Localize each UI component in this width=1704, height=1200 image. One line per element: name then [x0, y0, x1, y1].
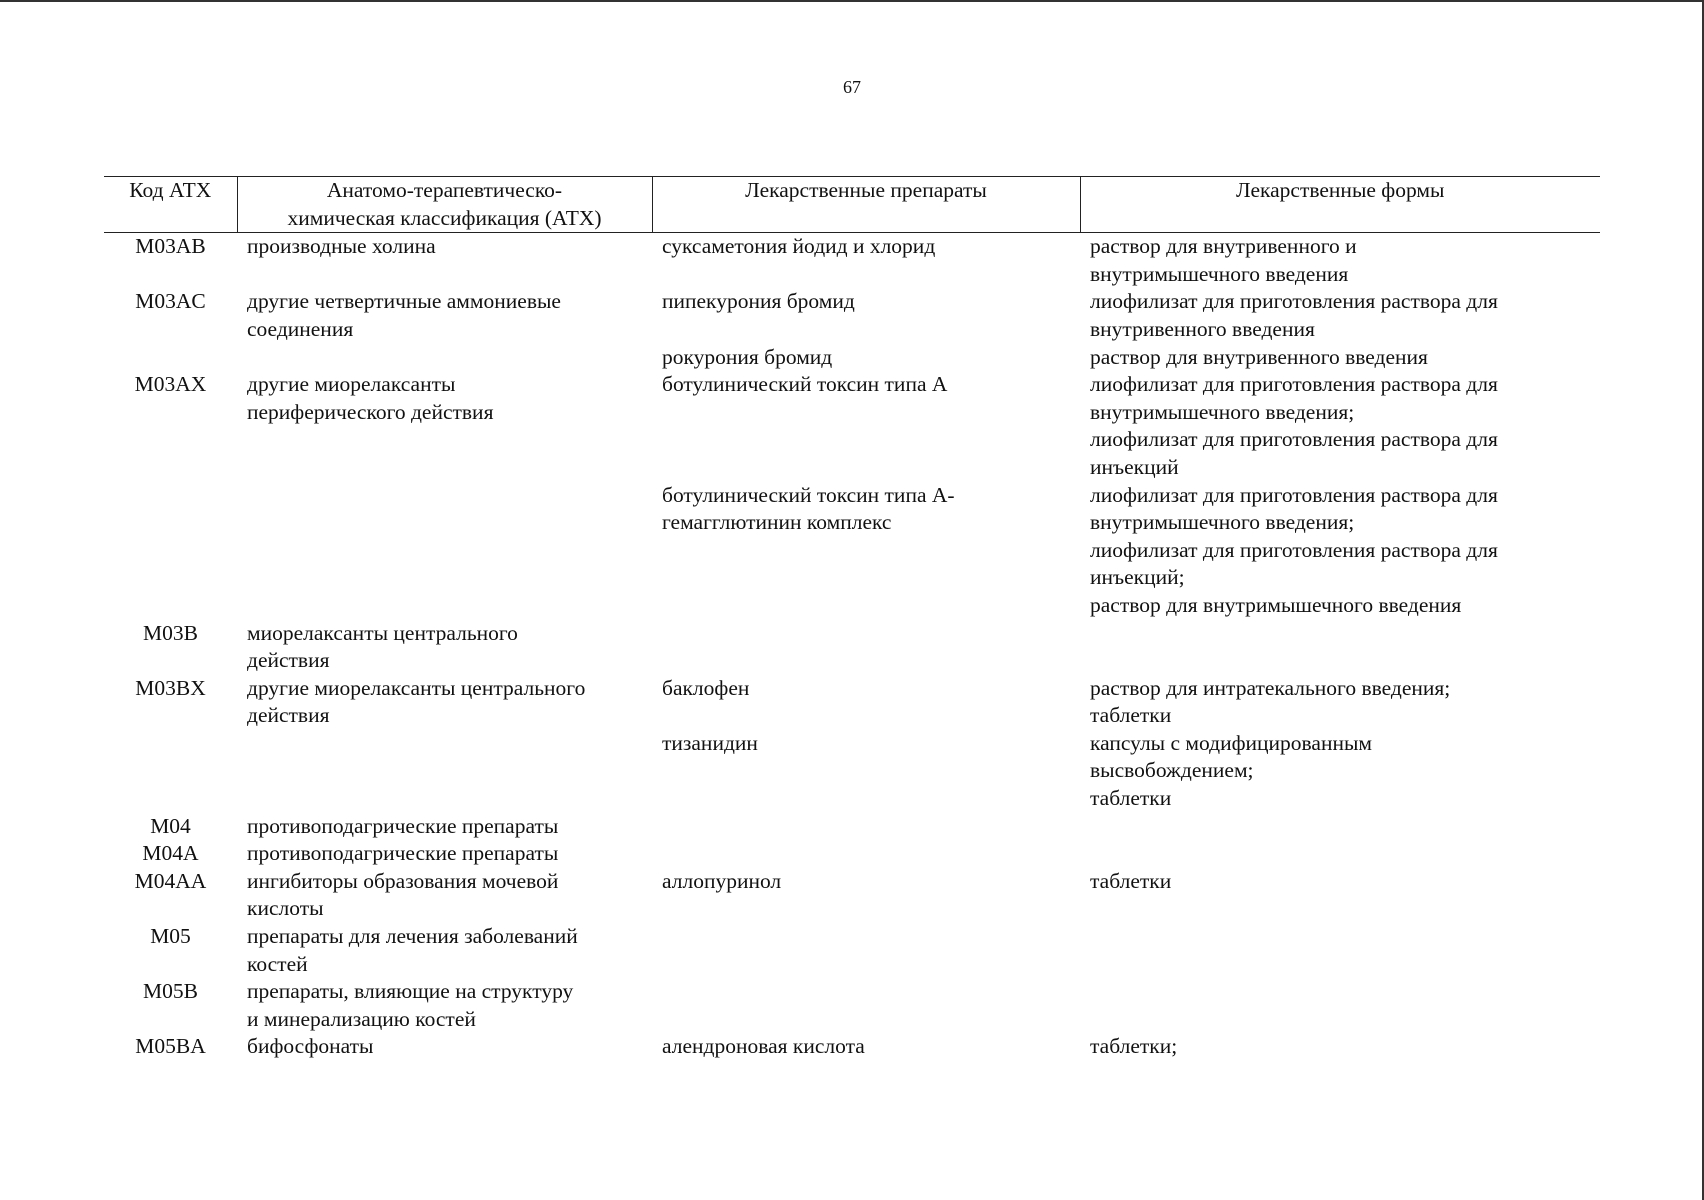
- drug-cell: [652, 868, 1080, 923]
- drug-cell-line: тизанидин: [662, 730, 758, 755]
- forms-cell-line: высвобождением;: [1090, 758, 1254, 783]
- forms-cell-line: раствор для внутривенного и: [1090, 234, 1357, 259]
- drug-cell-line: пипекурония бромид: [662, 289, 855, 314]
- classification-cell: [237, 675, 652, 730]
- drug-cell: [652, 840, 1080, 868]
- table-row: [104, 978, 1600, 1033]
- drug-cell: [652, 233, 1080, 289]
- forms-cell: [1080, 868, 1600, 923]
- atc-code-cell: M05B: [143, 979, 198, 1004]
- table-row: [104, 344, 1600, 372]
- classification-cell: [237, 868, 652, 923]
- forms-cell: [1080, 923, 1600, 978]
- forms-cell-line: раствор для внутривенного введения: [1090, 344, 1428, 369]
- forms-cell-line: инъекций;: [1090, 565, 1185, 590]
- table-header-row: [104, 177, 1600, 233]
- atc-code-cell: M03AB: [135, 234, 206, 259]
- drug-cell-line: баклофен: [662, 675, 750, 700]
- classification-cell: [237, 813, 652, 841]
- drug-cell: [652, 730, 1080, 813]
- forms-cell-line: таблетки: [1090, 703, 1172, 728]
- classification-cell: [237, 840, 652, 868]
- table-row: [104, 1033, 1600, 1061]
- forms-cell: [1080, 344, 1600, 372]
- classification-cell-line: миорелаксанты центрального: [247, 620, 518, 645]
- forms-cell: [1080, 840, 1600, 868]
- forms-cell-line: лиофилизат для приготовления раствора для: [1090, 427, 1498, 452]
- classification-cell: [237, 620, 652, 675]
- classification-cell-line: ингибиторы образования мочевой: [247, 868, 559, 893]
- forms-cell-line: раствор для внутримышечного введения: [1090, 592, 1462, 617]
- header-forms: Лекарственные формы: [1080, 177, 1600, 233]
- drug-cell-line: ботулинический токсин типа А-: [662, 482, 955, 507]
- drug-cell: [652, 1033, 1080, 1061]
- atc-code-cell: M04AA: [134, 868, 207, 893]
- drug-cell: [652, 978, 1080, 1033]
- classification-cell-line: и минерализацию костей: [247, 1006, 476, 1031]
- drug-cell: [652, 482, 1080, 620]
- classification-cell-line: другие миорелаксанты центрального: [247, 675, 586, 700]
- classification-cell-line: периферического действия: [247, 399, 494, 424]
- drug-cell: [652, 371, 1080, 481]
- header-drugs: Лекарственные препараты: [652, 177, 1080, 233]
- classification-cell: [237, 978, 652, 1033]
- classification-cell-line: препараты для лечения заболеваний: [247, 924, 578, 949]
- drug-cell-line: суксаметония йодид и хлорид: [662, 234, 936, 259]
- atc-code-cell: [104, 344, 237, 372]
- classification-cell: [237, 1033, 652, 1061]
- forms-cell: [1080, 978, 1600, 1033]
- header-classification-line: Анатомо-терапевтическо-: [326, 178, 563, 202]
- classification-cell-line: бифосфонаты: [247, 1034, 374, 1059]
- forms-cell: [1080, 482, 1600, 620]
- forms-cell: [1080, 730, 1600, 813]
- table-row: [104, 868, 1600, 923]
- table-row: [104, 288, 1600, 343]
- forms-cell: [1080, 1033, 1600, 1061]
- forms-cell-line: таблетки;: [1090, 1034, 1178, 1059]
- forms-cell-line: лиофилизат для приготовления раствора для: [1090, 289, 1498, 314]
- table-row: [104, 371, 1600, 481]
- forms-cell: [1080, 371, 1600, 481]
- classification-cell: [237, 730, 652, 813]
- drug-cell-line: ботулинический токсин типа А: [662, 372, 948, 397]
- table-row: [104, 923, 1600, 978]
- forms-cell: [1080, 813, 1600, 841]
- drug-cell-line: алендроновая кислота: [662, 1034, 865, 1059]
- classification-cell-line: препараты, влияющие на структуру: [247, 979, 574, 1004]
- forms-cell-line: лиофилизат для приготовления раствора для: [1090, 372, 1498, 397]
- table-row: [104, 675, 1600, 730]
- forms-cell: [1080, 288, 1600, 343]
- drug-cell: [652, 344, 1080, 372]
- table-row: [104, 482, 1600, 620]
- classification-cell-line: противоподагрические препараты: [247, 841, 559, 866]
- header-code: Код АТХ: [104, 177, 237, 233]
- atc-code-cell: M03BX: [135, 675, 206, 700]
- table-body: [104, 233, 1600, 1061]
- classification-cell-line: кислоты: [247, 896, 324, 921]
- classification-cell: [237, 482, 652, 620]
- atc-code-cell: M05: [150, 924, 191, 949]
- table-row: [104, 620, 1600, 675]
- forms-cell-line: инъекций: [1090, 454, 1179, 479]
- classification-cell-line: костей: [247, 951, 308, 976]
- atc-table: [104, 176, 1600, 1061]
- atc-table-container: [104, 176, 1600, 1061]
- atc-code-cell: M03B: [143, 620, 198, 645]
- drug-cell-line: аллопуринол: [662, 868, 782, 893]
- table-row: [104, 730, 1600, 813]
- classification-cell-line: действия: [247, 648, 330, 673]
- atc-code-cell: M03AC: [135, 289, 206, 314]
- atc-code-cell: M03AX: [134, 372, 207, 397]
- header-classification: [237, 177, 652, 233]
- forms-cell-line: внутримышечного введения;: [1090, 510, 1355, 535]
- forms-cell-line: таблетки: [1090, 868, 1172, 893]
- forms-cell: [1080, 620, 1600, 675]
- forms-cell-line: внутривенного введения: [1090, 316, 1315, 341]
- forms-cell-line: внутримышечного введения;: [1090, 399, 1355, 424]
- page-number: 67: [843, 77, 861, 97]
- forms-cell: [1080, 675, 1600, 730]
- drug-cell: [652, 620, 1080, 675]
- forms-cell-line: капсулы с модифицированным: [1090, 730, 1373, 755]
- forms-cell-line: внутримышечного введения: [1090, 261, 1349, 286]
- atc-code-cell: M04: [150, 813, 191, 838]
- classification-cell: [237, 233, 652, 289]
- table-row: [104, 233, 1600, 289]
- drug-cell: [652, 675, 1080, 730]
- classification-cell-line: другие четвертичные аммониевые: [247, 289, 561, 314]
- classification-cell-line: производные холина: [247, 234, 436, 259]
- drug-cell: [652, 923, 1080, 978]
- classification-cell: [237, 344, 652, 372]
- classification-cell-line: соединения: [247, 316, 354, 341]
- header-classification-line: химическая классификация (АТХ): [287, 205, 602, 230]
- table-row: [104, 813, 1600, 841]
- forms-cell-line: таблетки: [1090, 786, 1172, 811]
- atc-code-cell: M04A: [142, 841, 199, 866]
- drug-cell-line: рокурония бромид: [662, 344, 833, 369]
- drug-cell: [652, 813, 1080, 841]
- forms-cell-line: лиофилизат для приготовления раствора для: [1090, 482, 1498, 507]
- forms-cell-line: раствор для интратекального введения;: [1090, 675, 1451, 700]
- drug-cell-line: гемагглютинин комплекс: [662, 510, 892, 535]
- atc-code-cell: M05BA: [135, 1034, 206, 1059]
- atc-code-cell: [104, 482, 237, 620]
- table-row: [104, 840, 1600, 868]
- classification-cell: [237, 288, 652, 343]
- atc-code-cell: [104, 730, 237, 813]
- classification-cell: [237, 371, 652, 481]
- classification-cell: [237, 923, 652, 978]
- classification-cell-line: противоподагрические препараты: [247, 813, 559, 838]
- drug-cell: [652, 288, 1080, 343]
- forms-cell-line: лиофилизат для приготовления раствора для: [1090, 537, 1498, 562]
- classification-cell-line: действия: [247, 703, 330, 728]
- classification-cell-line: другие миорелаксанты: [247, 372, 456, 397]
- forms-cell: [1080, 233, 1600, 289]
